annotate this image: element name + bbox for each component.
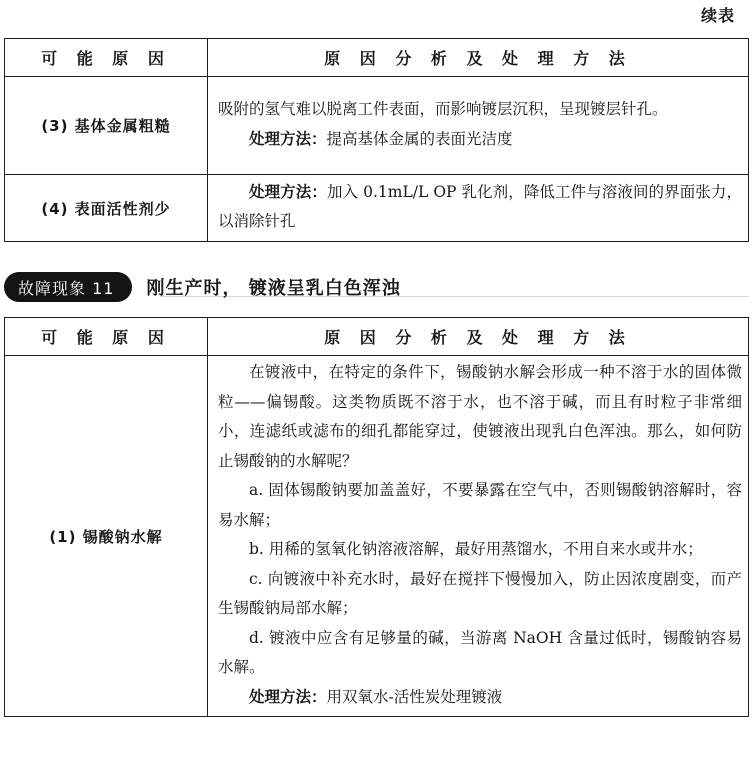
method-text: 提高基体金属的表面光洁度 bbox=[326, 129, 513, 148]
method-line bbox=[218, 683, 742, 713]
fault-heading bbox=[4, 272, 401, 302]
table-header-row bbox=[5, 39, 749, 77]
analysis-cell bbox=[208, 175, 749, 242]
method-text: 加入 0.1mL/L OP 乳化剂，降低工件与溶液间的界面张力，以消除针孔 bbox=[218, 182, 742, 230]
header-possible-cause: 可 能 原 因 bbox=[5, 318, 208, 356]
analysis-paragraph: a. 固体锡酸钠要加盖盖好，不要暴露在空气中，否则锡酸钠溶解时，容易水解； bbox=[218, 481, 742, 529]
table-row bbox=[5, 77, 749, 175]
cause-cell: (3) 基体金属粗糙 bbox=[5, 77, 208, 175]
analysis-paragraph: b. 用稀的氢氧化钠溶液溶解，最好用蒸馏水，不用自来水或井水； bbox=[249, 540, 703, 558]
method-label: 处理方法： bbox=[249, 182, 327, 201]
cause-table-continued bbox=[4, 38, 749, 242]
analysis-text: 吸附的氢气难以脱离工件表面，而影响镀层沉积，呈现镀层针孔。 bbox=[218, 100, 668, 118]
method-text: 用双氧水-活性炭处理镀液 bbox=[326, 687, 503, 706]
analysis-cell bbox=[208, 77, 749, 175]
method-label: 处理方法： bbox=[249, 687, 327, 706]
header-possible-cause: 可 能 原 因 bbox=[5, 39, 208, 77]
method-line bbox=[218, 178, 742, 237]
cause-cell: (1) 锡酸钠水解 bbox=[5, 356, 208, 717]
header-analysis-method: 原 因 分 析 及 处 理 方 法 bbox=[208, 318, 749, 356]
table-row bbox=[5, 356, 749, 717]
table-header-row bbox=[5, 318, 749, 356]
method-line bbox=[218, 125, 742, 155]
analysis-cell bbox=[208, 356, 749, 717]
cause-cell: (4) 表面活性剂少 bbox=[5, 175, 208, 242]
analysis-paragraph: c. 向镀液中补充水时，最好在搅拌下慢慢加入，防止因浓度剧变，而产生锡酸钠局部水解； bbox=[218, 569, 742, 617]
cause-table bbox=[4, 317, 749, 717]
continued-label: 续表 bbox=[700, 6, 735, 25]
header-analysis-method: 原 因 分 析 及 处 理 方 法 bbox=[208, 39, 749, 77]
fault-title: 刚生产时， 镀液呈乳白色浑浊 bbox=[146, 278, 401, 299]
fault-tag: 故障现象 11 bbox=[4, 272, 132, 302]
table-row bbox=[5, 175, 749, 242]
analysis-paragraph: d. 镀液中应含有足够量的碱，当游离 NaOH 含量过低时，锡酸钠容易水解。 bbox=[218, 628, 742, 676]
analysis-paragraph: 在镀液中，在特定的条件下，锡酸钠水解会形成一种不溶于水的固体微粒——偏锡酸。这类物质既不溶于水，也不溶于碱，而且有时粒子非常细小，连滤纸或滤布的细孔都能穿过，使镀液出现乳白色浑浊。那么，如何防止锡酸钠的水解呢？ bbox=[218, 363, 742, 470]
method-label: 处理方法： bbox=[249, 129, 327, 148]
